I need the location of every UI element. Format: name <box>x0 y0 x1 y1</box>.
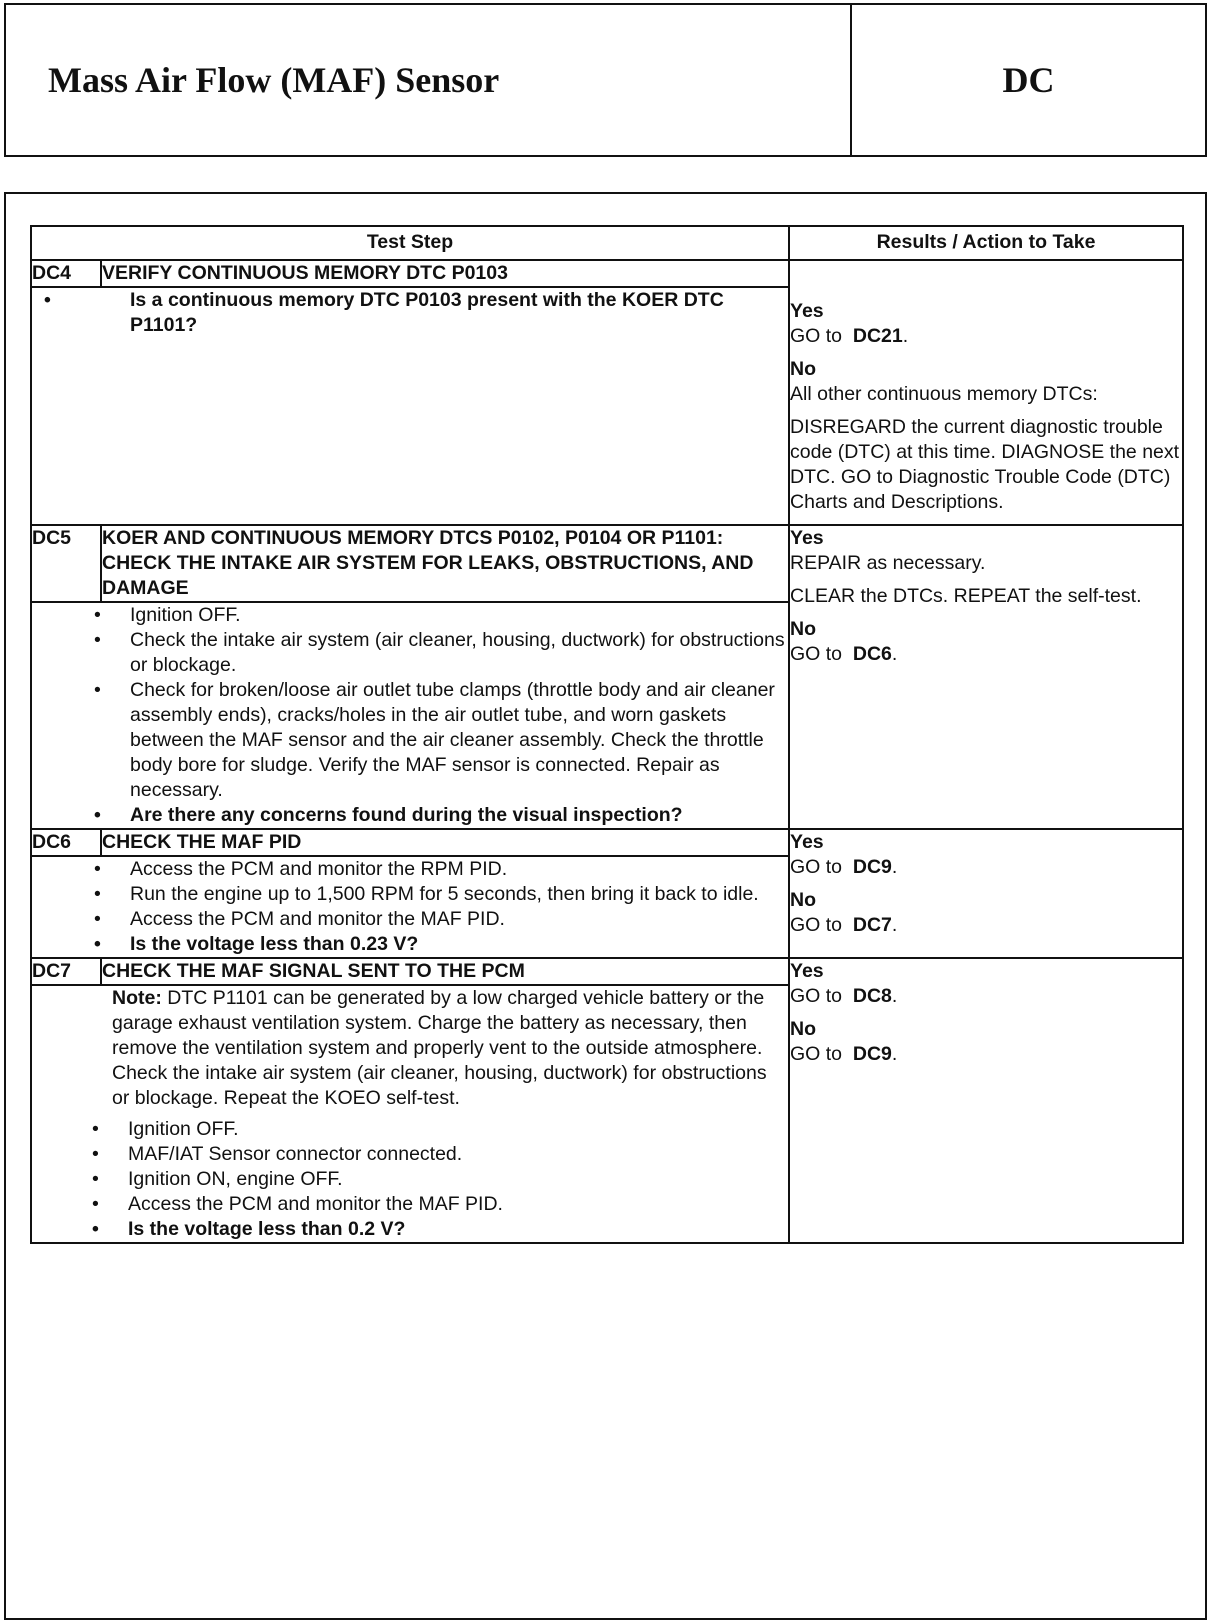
goto-link[interactable]: DC8 <box>852 985 892 1007</box>
goto-link[interactable]: DC21 <box>852 325 903 347</box>
result-no <box>790 357 1182 515</box>
no-label: No <box>790 889 817 911</box>
step-bullets <box>32 288 788 338</box>
step-results <box>789 260 1183 525</box>
step-id: DC5 <box>31 525 101 602</box>
yes-label: Yes <box>790 300 824 322</box>
step-id: DC7 <box>31 958 101 985</box>
question-item: • Are there any concerns found during the visual inspection? <box>82 803 788 828</box>
result-yes <box>790 526 1182 609</box>
goto-link[interactable]: DC6 <box>852 643 892 665</box>
step-bullets <box>32 603 788 828</box>
goto-text: GO to <box>790 325 843 347</box>
question-item: • Is a continuous memory DTC P0103 present with the KOER DTC P1101? <box>32 288 788 338</box>
no-label: No <box>790 358 817 380</box>
bullet-item: • Access the PCM and monitor the MAF PID. <box>82 907 788 932</box>
goto-text: GO to <box>790 643 843 665</box>
note-label: Note: <box>112 987 162 1009</box>
goto-link[interactable]: DC7 <box>852 914 892 936</box>
step-title-row <box>31 525 1183 602</box>
yes-text: REPAIR as necessary. <box>790 552 986 574</box>
goto-text: GO to <box>790 914 843 936</box>
bullet-item: • Check for broken/loose air outlet tube clamps (throttle body and air cleaner assembly ends), cracks/holes in the air outlet tube, and worn gaskets between the MAF sensor and the air cleaner assembly. Check the throttle body bore for sludge. Verify the MAF sensor is connected. Repair as necessary. <box>82 678 788 803</box>
diagnostic-table <box>30 225 1184 1244</box>
yes-label: Yes <box>790 527 824 549</box>
step-id: DC6 <box>31 829 101 856</box>
result-yes: Yes GO to DC21. <box>790 299 1182 349</box>
no-label: No <box>790 618 817 640</box>
page-header <box>4 3 1207 157</box>
step-body <box>31 602 789 829</box>
step-results <box>789 525 1183 829</box>
step-title: VERIFY CONTINUOUS MEMORY DTC P0103 <box>101 260 789 287</box>
section-code: DC <box>1002 60 1055 100</box>
result-yes: Yes GO to DC8. <box>790 959 1182 1009</box>
result-no: No GO to DC7. <box>790 888 1182 938</box>
result-yes: Yes GO to DC9. <box>790 830 1182 880</box>
step-note <box>112 986 788 1111</box>
step-body <box>31 985 789 1243</box>
result-no: No GO to DC6. <box>790 617 1182 667</box>
step-body <box>31 287 789 525</box>
step-title: CHECK THE MAF SIGNAL SENT TO THE PCM <box>101 958 789 985</box>
bullet-item: • Ignition OFF. <box>80 1117 788 1142</box>
step-title-row <box>31 829 1183 856</box>
bullet-item: • Run the engine up to 1,500 RPM for 5 seconds, then bring it back to idle. <box>82 882 788 907</box>
bullet-item: • Check the intake air system (air cleaner, housing, ductwork) for obstructions or blockage. <box>82 628 788 678</box>
step-bullets <box>80 1117 788 1242</box>
table-header-row <box>31 226 1183 260</box>
col-header-results: Results / Action to Take <box>789 226 1183 260</box>
yes-text: CLEAR the DTCs. REPEAT the self-test. <box>790 585 1142 607</box>
note-text: DTC P1101 can be generated by a low charged vehicle battery or the garage exhaust ventilation system. Charge the battery as necessary, then remove the ventilation system and properly vent to the outside atmosphere. Check the intake air system (air cleaner, housing, ductwork) for obstructions or blockage. Repeat the KOEO self-test. <box>112 987 767 1109</box>
bullet-item: • MAF/IAT Sensor connector connected. <box>80 1142 788 1167</box>
result-no: No GO to DC9. <box>790 1017 1182 1067</box>
question-item: • Is the voltage less than 0.2 V? <box>80 1217 788 1242</box>
goto-text: GO to <box>790 985 843 1007</box>
bullet-item: • Ignition ON, engine OFF. <box>80 1167 788 1192</box>
step-id: DC4 <box>31 260 101 287</box>
no-text: All other continuous memory DTCs: <box>790 383 1098 405</box>
step-results <box>789 829 1183 958</box>
yes-label: Yes <box>790 960 824 982</box>
step-title: CHECK THE MAF PID <box>101 829 789 856</box>
goto-text: GO to <box>790 856 843 878</box>
bullet-item: • Access the PCM and monitor the MAF PID. <box>80 1192 788 1217</box>
bullet-item: • Access the PCM and monitor the RPM PID. <box>82 857 788 882</box>
no-label: No <box>790 1018 817 1040</box>
step-results <box>789 958 1183 1243</box>
goto-link[interactable]: DC9 <box>852 856 892 878</box>
step-title-row <box>31 958 1183 985</box>
bullet-item: • Ignition OFF. <box>82 603 788 628</box>
col-header-test-step: Test Step <box>31 226 789 260</box>
question-item: • Is the voltage less than 0.23 V? <box>82 932 788 957</box>
header-title-cell <box>6 5 852 155</box>
no-text: DISREGARD the current diagnostic trouble code (DTC) at this time. DIAGNOSE the next DTC. GO to Diagnostic Trouble Code (DTC) Charts and Descriptions. <box>790 416 1180 513</box>
step-title: KOER AND CONTINUOUS MEMORY DTCS P0102, P0104 OR P1101: CHECK THE INTAKE AIR SYSTEM FOR LEAKS, OBSTRUCTIONS, AND DAMAGE <box>101 525 789 602</box>
page-title: Mass Air Flow (MAF) Sensor <box>48 60 500 100</box>
goto-text: GO to <box>790 1043 843 1065</box>
step-title-row <box>31 260 1183 287</box>
step-body <box>31 856 789 958</box>
header-code-cell <box>852 5 1205 155</box>
goto-link[interactable]: DC9 <box>852 1043 892 1065</box>
step-bullets <box>32 857 788 957</box>
yes-label: Yes <box>790 831 824 853</box>
